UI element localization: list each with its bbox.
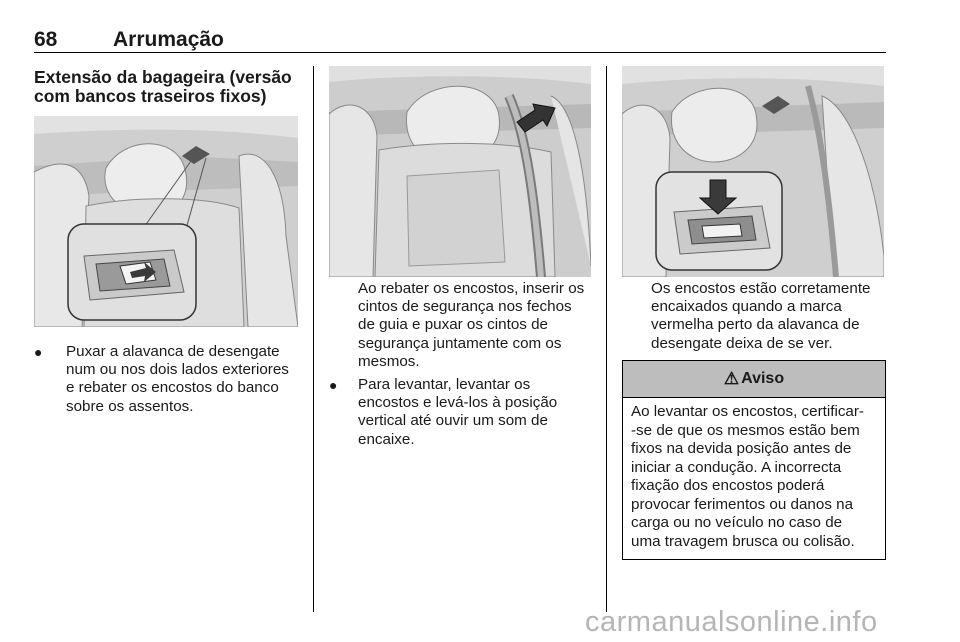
bullet-line-3: vertical até ouvir um som de [358, 412, 548, 430]
warning-title: Aviso [741, 370, 785, 387]
column-divider-1 [313, 66, 314, 612]
warning-line-1: Ao levantar os encostos, certificar- [631, 403, 864, 420]
warning-header [623, 361, 885, 398]
instruction-paragraph [358, 280, 598, 371]
page-number: 68 [34, 28, 58, 51]
paragraph-line-2: encaixados quando a marca [651, 298, 842, 316]
bullet-line-4: sobre os assentos. [66, 397, 194, 415]
seat-belt-guide-illustration [329, 66, 591, 277]
warning-line-4: iniciar a condução. A incorrecta [631, 458, 842, 476]
warning-line-7: carga ou no veículo no caso de [631, 514, 843, 531]
warning-line-6: provocar ferimentos ou danos na [631, 495, 854, 513]
warning-line-2: -se de que os mesmos estão bem [631, 421, 860, 439]
watermark: carmanualsonline.info [585, 606, 878, 638]
seat-release-lever-illustration [34, 116, 298, 327]
bullet-line-1: Para levantar, levantar os [358, 376, 531, 393]
paragraph-line-4: segurança juntamente com os [358, 334, 562, 352]
column-divider-2 [606, 66, 607, 612]
warning-line-8: uma travagem brusca ou colisão. [631, 532, 855, 550]
warning-body [623, 398, 885, 551]
bullet-line-2: encostos e levá-los à posição [358, 394, 558, 412]
warning-icon: ⚠ [723, 369, 740, 388]
page-title: Arrumação [113, 28, 224, 51]
paragraph-line-1: Os encostos estão corretamente [651, 280, 871, 297]
paragraph-line-3: vermelha perto da alavanca de [651, 316, 860, 334]
warning-line-5: fixação dos encostos poderá [631, 477, 825, 494]
paragraph-line-2: cintos de segurança nos fechos [358, 298, 572, 316]
paragraph-line-4: desengate deixa de se ver. [651, 334, 833, 352]
paragraph-line-1: Ao rebater os encostos, inserir os [358, 280, 585, 297]
bullet-line-1: Puxar a alavanca de desengate [66, 343, 280, 360]
bullet-marker: ● [34, 344, 43, 360]
bullet-line-3: e rebater os encostos do banco [66, 379, 279, 397]
warning-line-3: fixos na devida posição antes de [631, 440, 852, 457]
section-title-line-2: com bancos traseiros fixos) [34, 86, 267, 106]
bullet-line-2: num ou nos dois lados exteriores [66, 361, 289, 379]
bullet-line-4: encaixe. [358, 430, 415, 448]
warning-box [622, 360, 886, 560]
section-title [34, 68, 304, 106]
seatback-latch-indicator-illustration [622, 66, 884, 277]
bullet-marker: ● [329, 377, 338, 393]
latch-check-paragraph [651, 280, 891, 353]
section-title-line-1: Extensão da bagageira (versão [34, 67, 292, 87]
header-rule [34, 52, 886, 53]
paragraph-line-5: mesmos. [358, 352, 420, 370]
paragraph-line-3: de guia e puxar os cintos de [358, 316, 548, 334]
